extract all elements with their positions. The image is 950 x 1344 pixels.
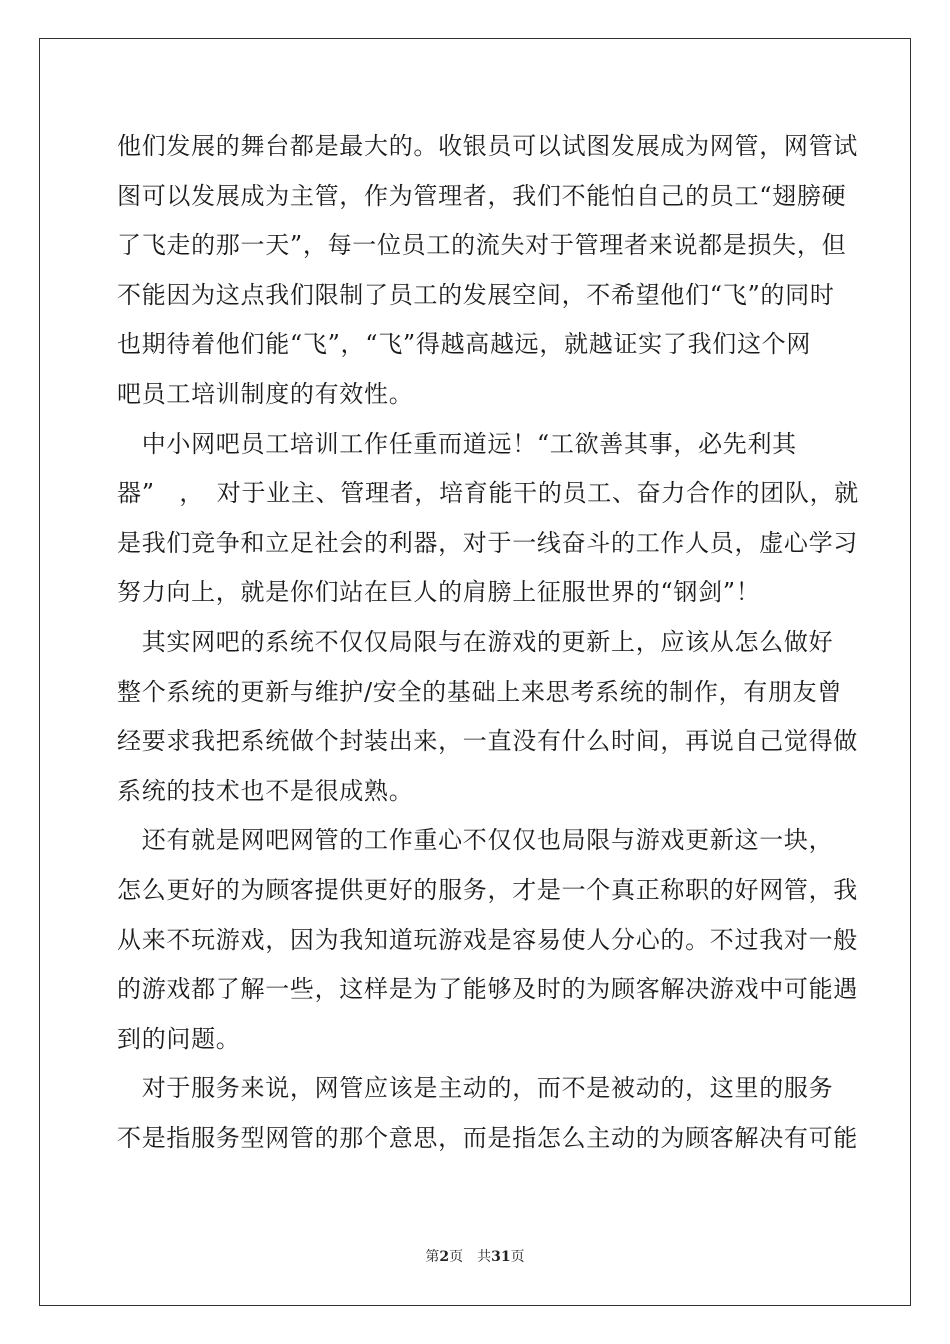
text-line: 不能因为这点我们限制了员工的发展空间，不希望他们“飞”的同时 xyxy=(117,280,835,309)
text-line: 努力向上，就是你们站在巨人的肩膀上征服世界的“钢剑”！ xyxy=(117,578,761,607)
total-pages: 31 xyxy=(491,1249,511,1265)
text-line: 的游戏都了解一些，这样是为了能够及时的为顾客解决游戏中可能遇 xyxy=(117,975,858,1004)
total-suffix: 页 xyxy=(510,1249,525,1265)
text-line: 到的问题。 xyxy=(117,1024,241,1053)
text-line: 从来不玩游戏，因为我知道玩游戏是容易使人分心的。不过我对一般 xyxy=(117,925,858,954)
text-line: 器” ， 对于业主、管理者，培育能干的员工、奋力合作的团队，就 xyxy=(117,479,859,508)
total-prefix: 共 xyxy=(477,1249,492,1265)
text-line: 是我们竞争和立足社会的利器，对于一线奋斗的工作人员，虚心学习 xyxy=(117,528,858,557)
text-line: 中小网吧员工培训工作任重而道远！“工欲善其事，必先利其 xyxy=(117,429,797,458)
text-line: 也期待着他们能“飞”，“飞”得越高越远，就越证实了我们这个网 xyxy=(117,330,812,359)
text-line: 图可以发展成为主管，作为管理者，我们不能怕自己的员工“翅膀硬 xyxy=(117,181,847,210)
page-suffix: 页 xyxy=(449,1249,464,1265)
text-line: 系统的技术也不是很成熟。 xyxy=(117,776,414,805)
text-line: 怎么更好的为顾客提供更好的服务，才是一个真正称职的好网管，我 xyxy=(117,875,858,904)
text-line: 了飞走的那一天”，每一位员工的流失对于管理者来说都是损失，但 xyxy=(117,231,847,260)
text-line: 对于服务来说，网管应该是主动的，而不是被动的，这里的服务 xyxy=(117,1074,834,1103)
page-footer xyxy=(0,1246,950,1266)
text-line: 吧员工培训制度的有效性。 xyxy=(117,379,414,408)
text-line: 经要求我把系统做个封装出来，一直没有什么时间，再说自己觉得做 xyxy=(117,727,858,756)
page-number: 2 xyxy=(439,1249,450,1265)
page-prefix: 第 xyxy=(425,1249,440,1265)
document-body xyxy=(117,122,859,1163)
paragraph-4 xyxy=(117,816,858,1064)
paragraph-5 xyxy=(117,1064,858,1163)
text-line: 整个系统的更新与维护/安全的基础上来思考系统的制作，有朋友曾 xyxy=(117,677,843,706)
text-line: 他们发展的舞台都是最大的。收银员可以试图发展成为网管，网管试 xyxy=(117,132,858,160)
paragraph-1 xyxy=(117,122,858,420)
text-line: 其实网吧的系统不仅仅局限与在游戏的更新上，应该从怎么做好 xyxy=(117,627,834,656)
paragraph-3 xyxy=(117,618,858,816)
paragraph-2 xyxy=(117,420,859,618)
text-line: 还有就是网吧网管的工作重心不仅仅也局限与游戏更新这一块， xyxy=(117,826,834,855)
text-line: 不是指服务型网管的那个意思，而是指怎么主动的为顾客解决有可能 xyxy=(117,1123,858,1152)
